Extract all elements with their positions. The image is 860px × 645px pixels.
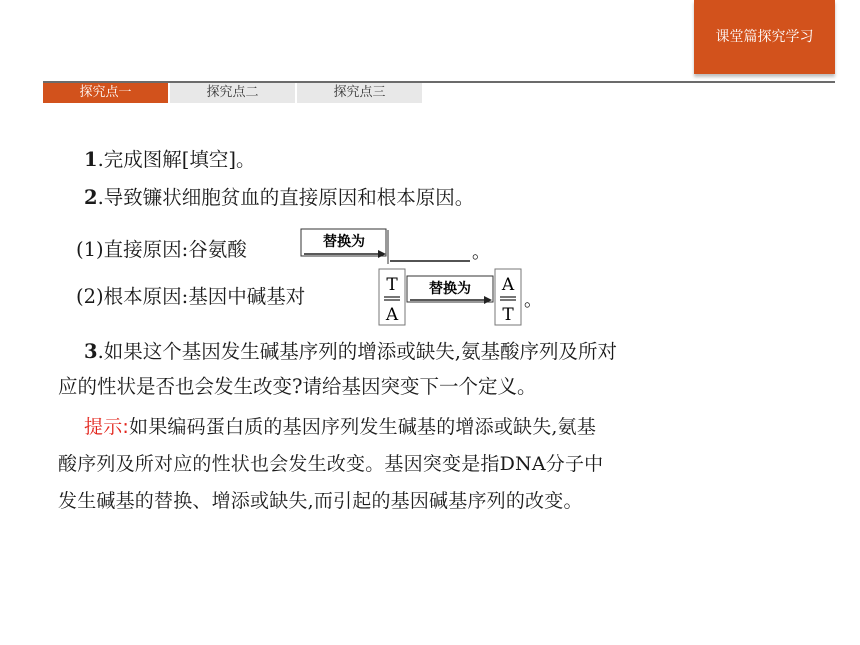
sub-item-1-diagram <box>300 228 490 268</box>
sub-item-2-text: (2)根本原因:基因中碱基对 <box>76 285 306 308</box>
sub-item-2-left-bottom: A <box>385 305 399 325</box>
question-1-text: .完成图解[填空]。 <box>97 148 256 171</box>
sub-item-2-left-top: T <box>386 275 398 295</box>
sub-item-1-text: (1)直接原因:谷氨酸 <box>76 238 247 261</box>
sub-item-1-end: 。 <box>472 242 490 263</box>
hint-line-1 <box>84 413 596 441</box>
sub-item-2-end: 。 <box>524 290 542 311</box>
section-label: 课堂篇探究学习 <box>694 0 835 74</box>
sub-item-2-arrow-label: 替换为 <box>429 281 471 297</box>
tab-topic-3[interactable]: 探究点三 <box>297 83 422 103</box>
question-2-text: .导致镰状细胞贫血的直接原因和根本原因。 <box>97 186 475 209</box>
sub-item-2-diagram <box>378 268 542 328</box>
tab-topic-1[interactable]: 探究点一 <box>43 83 168 103</box>
question-2 <box>84 184 474 212</box>
sub-item-2-right-top: A <box>501 275 515 295</box>
question-2-number: 2 <box>84 186 98 209</box>
hint-line-2: 酸序列及所对应的性状也会发生改变。基因突变是指DNA分子中 <box>58 453 604 475</box>
question-1-number: 1 <box>84 148 98 171</box>
sub-item-2-right-bottom: T <box>502 305 514 325</box>
question-1 <box>84 146 256 174</box>
topic-tabs <box>43 83 424 103</box>
hint-text-1: 如果编码蛋白质的基因序列发生碱基的增添或缺失,氨基 <box>129 416 597 438</box>
question-3-text-1: .如果这个基因发生碱基序列的增添或缺失,氨基酸序列及所对 <box>97 340 617 363</box>
sub-item-1-arrow-label: 替换为 <box>323 234 365 250</box>
tab-topic-2[interactable]: 探究点二 <box>170 83 295 103</box>
question-3-line-2: 应的性状是否也会发生改变?请给基因突变下一个定义。 <box>58 375 537 398</box>
hint-line-3: 发生碱基的替换、增添或缺失,而引起的基因碱基序列的改变。 <box>58 490 583 512</box>
question-3-line-1 <box>84 338 617 366</box>
hint-label: 提示: <box>84 416 130 438</box>
question-3-number: 3 <box>84 340 98 363</box>
